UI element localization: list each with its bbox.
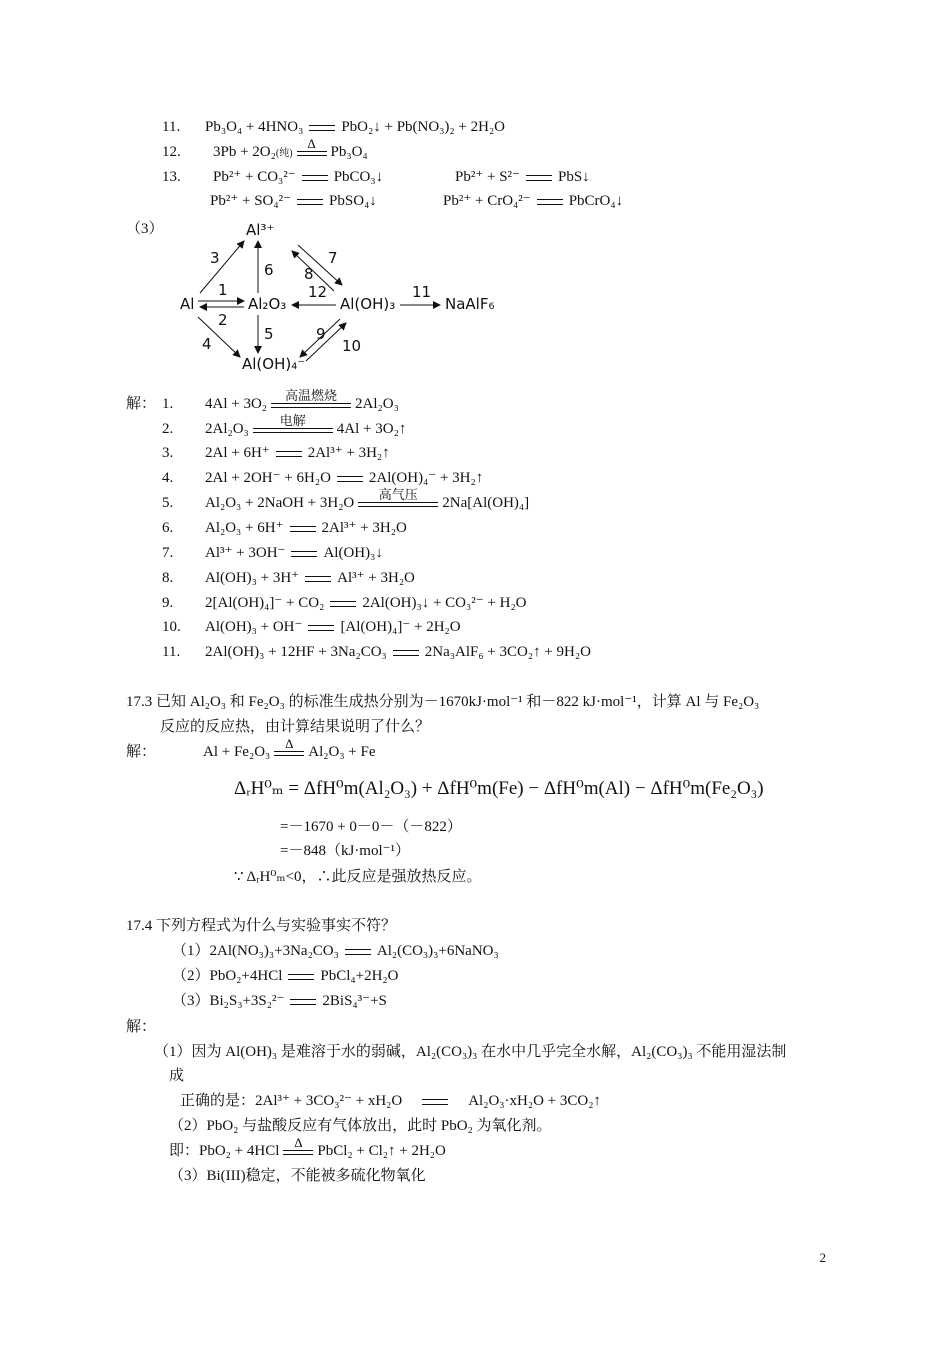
- conclusion: ∵ ΔᵣH⁰ₘ<0，∴此反应是强放热反应。: [234, 869, 482, 885]
- question-17-4-title: 17.4 下列方程式为什么与实验事实不符？: [126, 918, 397, 934]
- aluminum-conversion-diagram: [170, 215, 510, 380]
- question-17-3-line1: 17.3 已知 Al₂O₃ 和 Fe₂O₃ 的标准生成热分别为－1670kJ·mol⁻¹ 和－822 kJ·mol⁻¹，计算 Al 与 Fe₂O₃: [126, 694, 760, 710]
- reaction-equation: Al³⁺ + 3OH⁻ Al(OH)₃↓: [205, 545, 383, 561]
- reaction-number: 4.: [162, 470, 174, 486]
- calc-line-2: =－848（kJ·mol⁻¹）: [280, 843, 411, 859]
- svg-text:11: 11: [412, 283, 432, 301]
- reaction-equation: 2Al + 6H⁺ 2Al³⁺ + 3H₂↑: [205, 445, 390, 461]
- reaction-equation: Al(OH)₃ + 3H⁺ Al³⁺ + 3H₂O: [205, 570, 415, 586]
- node-naalf6: NaAlF₆: [445, 295, 495, 313]
- reaction-number: 8.: [162, 570, 174, 586]
- svg-text:2: 2: [218, 311, 228, 329]
- solution-label: 解：: [126, 744, 157, 760]
- reaction-number: 5.: [162, 495, 174, 511]
- node-al3: Al³⁺: [246, 221, 275, 239]
- answer-1: （1）因为 Al(OH)₃ 是难溶于水的弱碱，Al₂(CO₃)₃ 在水中几乎完全水解，Al₂(CO₃)₃ 不能用湿法制: [154, 1044, 787, 1060]
- equals-sign: [309, 125, 335, 131]
- svg-text:12: 12: [308, 283, 328, 301]
- reaction-number: 7.: [162, 545, 174, 561]
- part-label: （3）: [126, 221, 164, 237]
- reaction-number: 9.: [162, 595, 174, 611]
- edge-10: [306, 323, 346, 361]
- node-aloh3: Al(OH)₃: [340, 295, 396, 313]
- reaction-equation: Pb²⁺ + CO₃²⁻ PbCO₃↓: [213, 169, 384, 185]
- reaction-equation: Pb²⁺ + S²⁻ PbS↓: [455, 169, 590, 185]
- answer-1-correct: 正确的是：2Al³⁺ + 3CO₃²⁻ + xH₂O Al₂O₃·xH₂O + 3CO₂↑: [180, 1093, 601, 1109]
- reaction-number: 3.: [162, 445, 174, 461]
- question-17-3-line2: 反应的反应热，由计算结果说明了什么？: [160, 719, 431, 735]
- reaction-equation: 3Pb + 2O₂(纯) Δ Pb₃O₄: [213, 136, 368, 160]
- svg-text:10: 10: [342, 337, 362, 355]
- reaction-equation: Pb²⁺ + SO₄²⁻ PbSO₄↓: [210, 193, 377, 209]
- reaction-equation: Al₂O₃ + 2NaOH + 3H₂O 高气压 2Na[Al(OH)₄]: [205, 487, 530, 511]
- reaction-number: 13.: [162, 169, 181, 185]
- q174-eq2: （2）PbO₂+4HCl PbCl₄+2H₂O: [172, 968, 399, 984]
- reaction-equation: Al₂O₃ + 6H⁺ 2Al³⁺ + 3H₂O: [205, 520, 407, 536]
- node-aloh4: Al(OH)₄⁻: [242, 355, 306, 373]
- reaction-equation: 2[Al(OH)₄]⁻ + CO₂ 2Al(OH)₃↓ + CO₃²⁻ + H₂O: [205, 595, 527, 611]
- svg-text:1: 1: [218, 281, 228, 299]
- reaction-equation: 2Al + 2OH⁻ + 6H₂O 2Al(OH)₄⁻ + 3H₂↑: [205, 470, 484, 486]
- calc-line-1: =－1670 + 0－0－（－822）: [280, 819, 462, 835]
- svg-text:8: 8: [304, 265, 314, 283]
- solution-label: 解：: [126, 1019, 157, 1035]
- svg-text:4: 4: [202, 335, 212, 353]
- reaction-number: 11.: [162, 644, 181, 660]
- answer-3: （3）Bi(III)稳定，不能被多硫化物氧化: [169, 1168, 426, 1184]
- reaction-number: 2.: [162, 421, 174, 437]
- q174-eq1: （1）2Al(NO₃)₃+3Na₂CO₃ Al₂(CO₃)₃+6NaNO₃: [172, 943, 499, 959]
- reaction-equation: 2Al₂O₃ 电解 4Al + 3O₂↑: [205, 413, 407, 437]
- reaction-number: 1.: [162, 396, 174, 412]
- reaction-equation: Al(OH)₃ + OH⁻ [Al(OH)₄]⁻ + 2H₂O: [205, 619, 461, 635]
- reaction-number: 10.: [162, 619, 181, 635]
- svg-text:7: 7: [328, 249, 338, 267]
- enthalpy-formula: ΔᵣH⁰ₘ = ΔfH⁰m(Al₂O₃) + ΔfH⁰m(Fe) − ΔfH⁰m(Al) − ΔfH⁰m(Fe₂O₃): [234, 778, 764, 799]
- q174-eq3: （3）Bi₂S₃+3S₂²⁻ 2BiS₄³⁻+S: [172, 993, 387, 1009]
- svg-text:5: 5: [264, 325, 274, 343]
- reaction-equation: 4Al + 3O₂ 高温燃烧 2Al₂O₃: [205, 388, 399, 412]
- reaction-number: 11.: [162, 119, 181, 135]
- svg-text:9: 9: [316, 325, 326, 343]
- page-number: 2: [819, 1250, 826, 1265]
- answer-2-eq: 即：PbO₂ + 4HCl Δ PbCl₂ + Cl₂↑ + 2H₂O: [169, 1135, 446, 1159]
- node-al2o3: Al₂O₃: [248, 295, 287, 313]
- reaction-number: 6.: [162, 520, 174, 536]
- svg-text:3: 3: [210, 249, 220, 267]
- answer-1-cont: 成: [169, 1068, 185, 1084]
- reaction-number: 12.: [162, 144, 181, 160]
- svg-text:6: 6: [264, 261, 274, 279]
- thermite-equation: Al + Fe₂O₃ Δ Al₂O₃ + Fe: [203, 736, 376, 760]
- reaction-equation: Pb₃O₄ + 4HNO₃ PbO₂↓ + Pb(NO₃)₂ + 2H₂O: [205, 119, 506, 135]
- solution-label: 解：: [126, 396, 157, 412]
- answer-2: （2）PbO₂ 与盐酸反应有气体放出，此时 PbO₂ 为氧化剂。: [169, 1118, 552, 1134]
- node-al: Al: [180, 295, 195, 313]
- reaction-equation: 2Al(OH)₃ + 12HF + 3Na₂CO₃ 2Na₃AlF₆ + 3CO₂↑ + 9H₂O: [205, 644, 591, 660]
- reaction-equation: Pb²⁺ + CrO₄²⁻ PbCrO₄↓: [443, 193, 624, 209]
